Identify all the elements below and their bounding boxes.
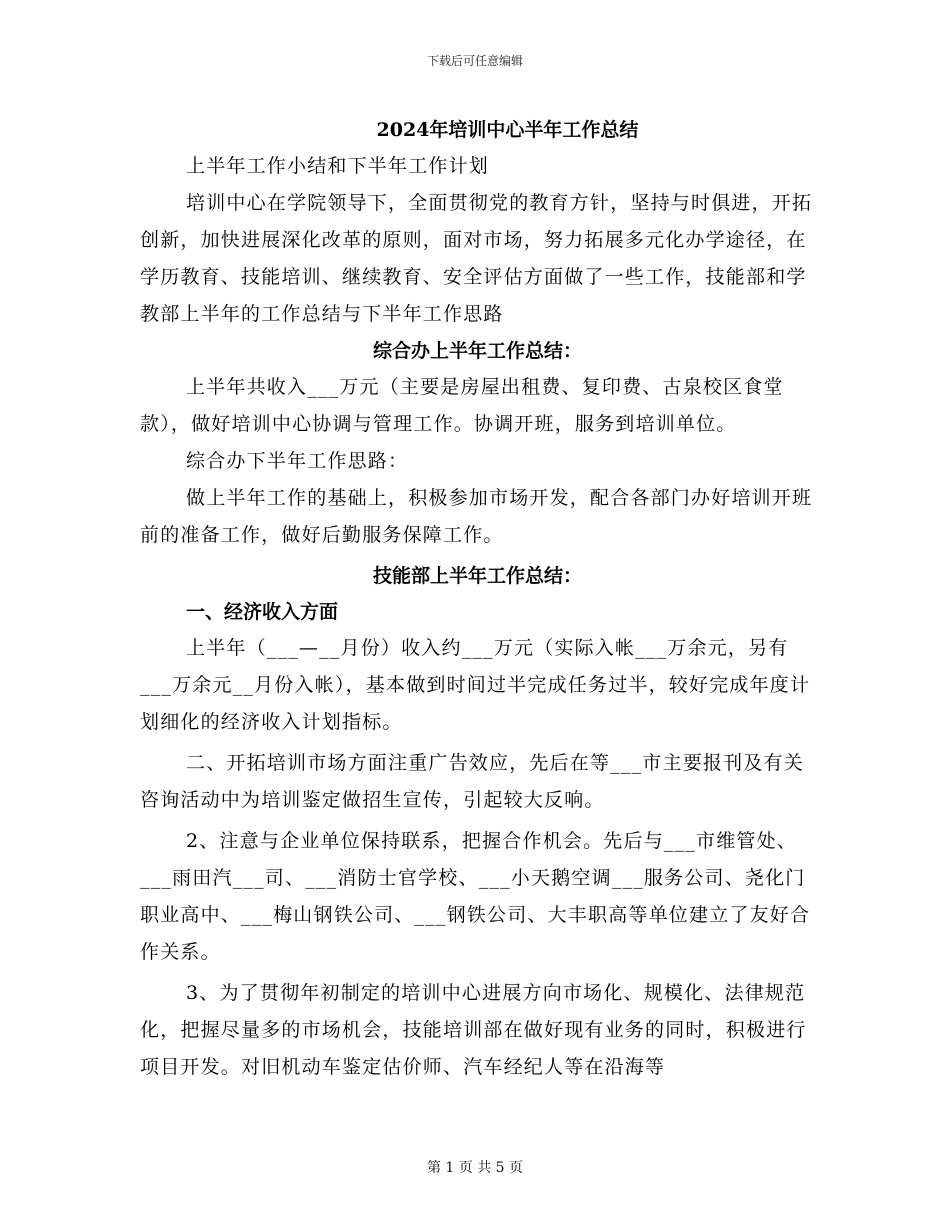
paragraph: 做上半年工作的基础上，积极参加市场开发，配合各部门办好培训开班前的准备工作，做好后勤服务保障工作。 (140, 487, 813, 546)
paragraph: 2、注意与企业单位保持联系，把握合作机会。先后与___市维管处、___雨田汽___司、___消防士官学校、___小天鹅空调___服务公司、尧化门职业高中、___梅山钢铁公司、___钢铁公司、大丰职高等单位建立了友好合作关系。 (140, 830, 811, 963)
paragraph: 综合办下半年工作思路： (186, 450, 409, 472)
page-number: 第 1 页 共 5 页 (426, 1160, 524, 1176)
intro-paragraph: 培训中心在学院领导下，全面贯彻党的教育方针，坚持与时俱进，开拓创新，加快进展深化改革的原则，面对市场，努力拓展多元化办学途径，在学历教育、技能培训、继续教育、安全评估方面做了一些工作，技能部和学教部上半年的工作总结与下半年工作思路 (140, 192, 813, 325)
section-title-general-office: 综合办上半年工作总结： (372, 340, 582, 362)
document-subtitle: 上半年工作小结和下半年工作计划 (186, 155, 490, 177)
section-title-skills-dept: 技能部上半年工作总结： (372, 565, 582, 587)
document-title: 2024年培训中心半年工作总结 (376, 119, 639, 141)
paragraph: 上半年（___—__月份）收入约___万元（实际入帐___万余元，另有___万余元__月份入帐），基本做到时间过半完成任务过半，较好完成年度计划细化的经济收入计划指标。 (140, 637, 811, 733)
paragraph: 3、为了贯彻年初制定的培训中心进展方向市场化、规模化、法律规范化，把握尽量多的市场机会，技能培训部在做好现有业务的同时，积极进行项目开发。对旧机动车鉴定估价师、汽车经纪人等在沿海等 (140, 982, 807, 1078)
sub-heading-economic-income: 一、经济收入方面 (186, 601, 339, 623)
page-header-note: 下载后可任意编辑 (426, 54, 523, 68)
paragraph: 二、开拓培训市场方面注重广告效应，先后在等___市主要报刊及有关咨询活动中为培训鉴定做招生宣传，引起较大反响。 (140, 752, 804, 811)
document-body (140, 112, 815, 1086)
paragraph: 上半年共收入___万元（主要是房屋出租费、复印费、古泉校区食堂款），做好培训中心协调与管理工作。协调开班，服务到培训单位。 (140, 376, 784, 435)
